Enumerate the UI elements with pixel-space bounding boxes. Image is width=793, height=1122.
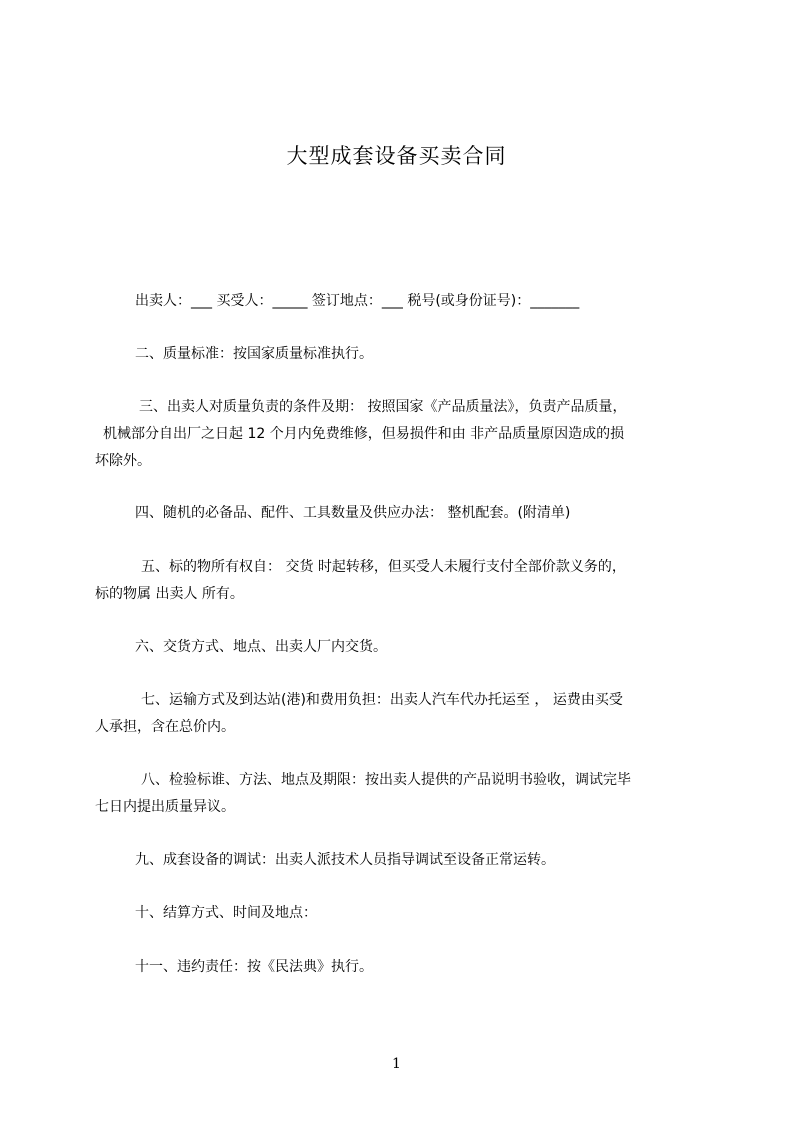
clause-3-line-1: 三、出卖人对质量负责的条件及期： 按照国家《产品质量法》，负责产品质量， [139, 399, 627, 415]
page-number: 1 [392, 1056, 401, 1072]
clause-8-line-1: 八、检验标谁、方法、地点及期限：按出卖人提供的产品说明书验收，调试完毕 [141, 772, 631, 788]
clause-4-accessories: 四、随机的必备品、配件、工具数量及供应办法： 整机配套。(附清单) [135, 505, 571, 521]
header-parties-line: 出卖人：___ 买受人：_____ 签订地点：___ 税号(或身份证号)：_______ [135, 293, 580, 309]
clause-11-liability: 十一、违约责任：按《民法典》执行。 [135, 959, 373, 975]
clause-2-quality-standard: 二、质量标准：按国家质量标准执行。 [135, 346, 373, 362]
clause-3-line-2: 机械部分自出厂之日起 12 个月内免费维修，但易损件和由 非产品质量原因造成的损 [103, 426, 625, 442]
clause-9-commissioning: 九、成套设备的调试：出卖人派技术人员指导调试至设备正常运转。 [135, 852, 555, 868]
document-title: 大型成套设备买卖合同 [286, 144, 507, 168]
clause-10-settlement: 十、结算方式、时间及地点： [135, 905, 317, 921]
clause-8-line-2: 七日内提出质量异议。 [95, 799, 235, 815]
clause-7-line-1: 七、运输方式及到达站(港)和费用负担：出卖人汽车代办托运至 ， 运费由买受 [141, 692, 623, 708]
clause-7-line-2: 人承担，含在总价内。 [95, 719, 235, 735]
clause-3-line-3: 坏除外。 [95, 453, 151, 469]
clause-5-line-2: 标的物属 出卖人 所有。 [95, 586, 244, 602]
clause-6-delivery: 六、交货方式、地点、出卖人厂内交货。 [135, 639, 387, 655]
clause-5-line-1: 五、标的物所有权自： 交货 时起转移，但买受人未履行支付全部价款义务的， [141, 559, 626, 575]
